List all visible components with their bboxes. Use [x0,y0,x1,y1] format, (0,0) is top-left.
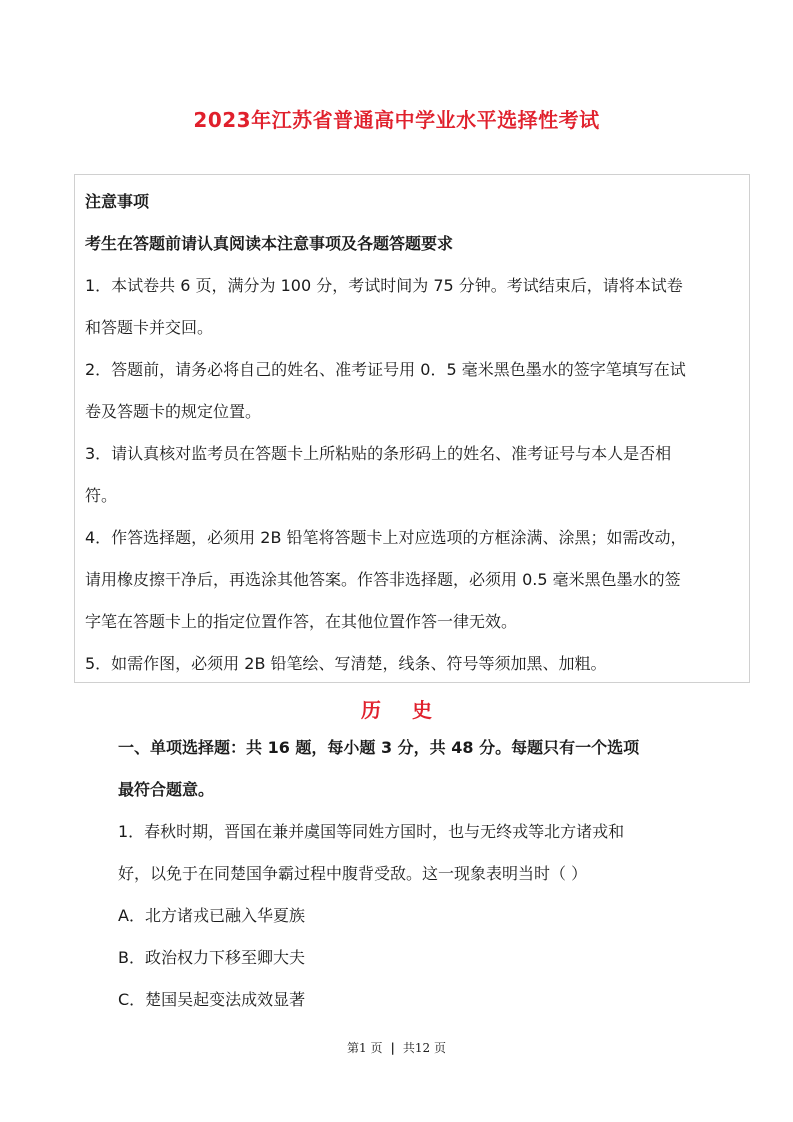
notice-line: 3．请认真核对监考员在答题卡上所粘贴的条形码上的姓名、准考证号与本人是否相 [85,444,672,463]
page-footer [0,1039,793,1056]
page-total: 共12 页 [402,1041,446,1055]
option-a: A．北方诸戎已融入华夏族 [118,906,305,925]
notice-line: 卷及答题卡的规定位置。 [85,402,262,421]
document-title: 2023年江苏省普通高中学业水平选择性考试 [193,108,600,132]
option-c: C．楚国吴起变法成效显著 [118,990,306,1009]
section-heading: 一、单项选择题：共 16 题，每小题 3 分，共 48 分。每题只有一个选项 [118,738,640,757]
question-stem: 1．春秋时期，晋国在兼并虞国等同姓方国时，也与无终戎等北方诸戎和 [118,822,625,841]
notice-subheading: 考生在答题前请认真阅读本注意事项及各题答题要求 [85,234,454,253]
notice-line: 字笔在答题卡上的指定位置作答，在其他位置作答一律无效。 [85,612,518,631]
option-b: B．政治权力下移至卿大夫 [118,948,305,967]
notice-line: 5．如需作图，必须用 2B 铅笔绘、写清楚，线条、符号等须加黑、加粗。 [85,654,607,673]
page-number: 第1 页 [347,1041,383,1055]
section-heading-continued: 最符合题意。 [118,780,215,799]
notice-line: 4．作答选择题，必须用 2B 铅笔将答题卡上对应选项的方框涂满、涂黑；如需改动， [85,528,687,547]
notice-line: 1．本试卷共 6 页，满分为 100 分，考试时间为 75 分钟。考试结束后，请将本试卷 [85,276,683,295]
question-stem-continued: 好，以免于在同楚国争霸过程中腹背受敌。这一现象表明当时（ ） [118,864,588,883]
notice-line: 符。 [85,486,118,505]
footer-separator: | [390,1041,395,1055]
notice-line: 和答题卡并交回。 [85,318,214,337]
notice-heading: 注意事项 [85,192,150,211]
notice-line: 2．答题前，请务必将自己的姓名、准考证号用 0．5 毫米黑色墨水的签字笔填写在试 [85,360,686,379]
notice-line: 请用橡皮擦干净后，再选涂其他答案。作答非选择题，必须用 0.5 毫米黑色墨水的签 [85,570,681,589]
subject-title: 历 史 [361,698,444,722]
notice-box [74,174,750,683]
